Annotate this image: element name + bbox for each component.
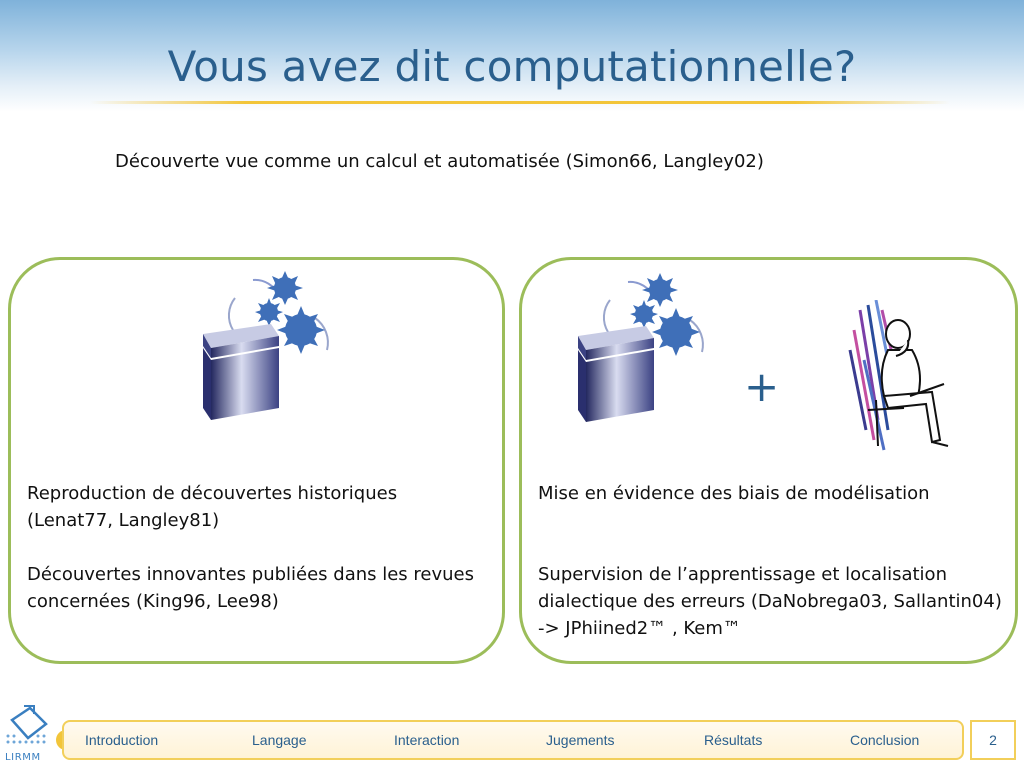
page-number: 2 bbox=[970, 720, 1016, 760]
nav-langage[interactable]: Langage bbox=[252, 732, 307, 748]
left-text-line-3: Découvertes innovantes publiées dans les revues bbox=[27, 564, 475, 585]
left-text-line-4: concernées (King96, Lee98) bbox=[27, 591, 279, 612]
slide-title: Vous avez dit computationnelle? bbox=[167, 42, 857, 91]
plus-sign: + bbox=[744, 362, 780, 411]
nav-bar bbox=[62, 720, 964, 760]
title-underline bbox=[90, 101, 950, 104]
left-text-line-2: (Lenat77, Langley81) bbox=[27, 510, 220, 531]
lirmm-logo-text: LIRMM bbox=[5, 752, 41, 763]
right-text-line-4: -> JPhiined2™ , Kem™ bbox=[538, 618, 741, 639]
left-text-line-1: Reproduction de découvertes historiques bbox=[27, 483, 398, 504]
nav-jugements[interactable]: Jugements bbox=[546, 732, 615, 748]
nav-resultats[interactable]: Résultats bbox=[704, 732, 763, 748]
slide-subtitle: Découverte vue comme un calcul et automatisée (Simon66, Langley02) bbox=[115, 151, 764, 172]
thinking-person-icon bbox=[848, 300, 973, 464]
right-text-line-3: dialectique des erreurs (DaNobrega03, Sallantin04) bbox=[538, 591, 1002, 612]
server-gears-icon bbox=[195, 268, 340, 432]
server-gears-icon-right bbox=[570, 270, 715, 434]
nav-conclusion[interactable]: Conclusion bbox=[850, 732, 920, 748]
right-text-line-1: Mise en évidence des biais de modélisation bbox=[538, 483, 930, 504]
nav-interaction[interactable]: Interaction bbox=[394, 732, 460, 748]
right-text-line-2: Supervision de l’apprentissage et localisation bbox=[538, 564, 947, 585]
nav-introduction[interactable]: Introduction bbox=[85, 732, 159, 748]
